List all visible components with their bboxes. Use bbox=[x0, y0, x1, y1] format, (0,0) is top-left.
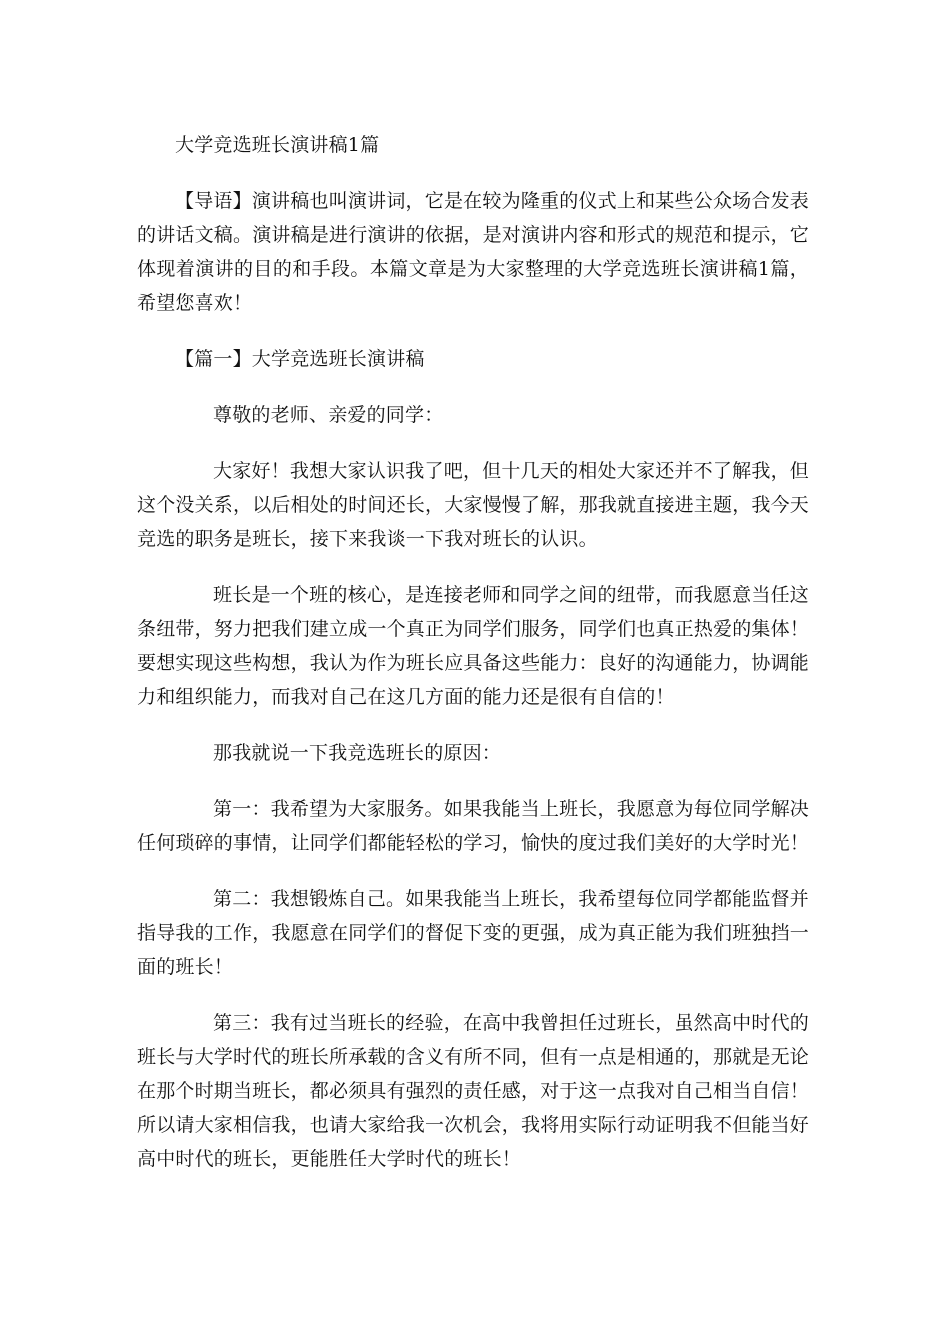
section-heading: 【篇一】大学竞选班长演讲稿 bbox=[175, 348, 425, 370]
spacer bbox=[137, 162, 809, 184]
document-title: 大学竞选班长演讲稿1篇 bbox=[175, 134, 380, 156]
paragraph-line: 要想实现这些构想，我认为作为班长应具备这些能力：良好的沟通能力，协调能 bbox=[137, 652, 810, 674]
body-paragraph-6 bbox=[137, 1006, 809, 1176]
intro-line: 希望您喜欢！ bbox=[137, 292, 253, 314]
body-paragraph-3 bbox=[137, 736, 809, 770]
paragraph-line: 班长是一个班的核心，是连接老师和同学之间的纽带，而我愿意当任这 bbox=[213, 584, 809, 606]
body-paragraph-4 bbox=[137, 792, 809, 860]
intro-line: 【导语】演讲稿也叫演讲词，它是在较为隆重的仪式上和某些公众场合发表 bbox=[175, 190, 809, 212]
paragraph-line: 这个没关系，以后相处的时间还长，大家慢慢了解，那我就直接进主题，我今天 bbox=[137, 494, 810, 516]
paragraph-line: 在那个时期当班长，都必须具有强烈的责任感，对于这一点我对自己相当自信！ bbox=[137, 1080, 810, 1102]
paragraph-line: 那我就说一下我竞选班长的原因： bbox=[213, 742, 502, 764]
paragraph-line: 指导我的工作，我愿意在同学们的督促下变的更强，成为真正能为我们班独挡一 bbox=[137, 922, 810, 944]
intro-paragraph bbox=[137, 184, 809, 320]
paragraph-line: 力和组织能力，而我对自己在这几方面的能力还是很有自信的！ bbox=[137, 686, 675, 708]
spacer bbox=[137, 770, 809, 792]
paragraph-line: 第一：我希望为大家服务。如果我能当上班长，我愿意为每位同学解决 bbox=[213, 798, 809, 820]
paragraph-line: 班长与大学时代的班长所承载的含义有所不同，但有一点是相通的，那就是无论 bbox=[137, 1046, 810, 1068]
paragraph-line: 任何琐碎的事情，让同学们都能轻松的学习，愉快的度过我们美好的大学时光！ bbox=[137, 832, 810, 854]
spacer bbox=[137, 320, 809, 342]
salutation: 尊敬的老师、亲爱的同学： bbox=[213, 404, 444, 426]
spacer bbox=[137, 714, 809, 736]
paragraph-line: 面的班长！ bbox=[137, 956, 234, 978]
paragraph-line: 高中时代的班长，更能胜任大学时代的班长！ bbox=[137, 1148, 522, 1170]
intro-line: 体现着演讲的目的和手段。本篇文章是为大家整理的大学竞选班长演讲稿1篇， bbox=[137, 258, 809, 280]
paragraph-line: 第三：我有过当班长的经验，在高中我曾担任过班长，虽然高中时代的 bbox=[213, 1012, 809, 1034]
document-page bbox=[137, 128, 809, 1176]
paragraph-line: 所以请大家相信我，也请大家给我一次机会，我将用实际行动证明我不但能当好 bbox=[137, 1114, 810, 1136]
intro-line: 的讲话文稿。演讲稿是进行演讲的依据，是对演讲内容和形式的规范和提示，它 bbox=[137, 224, 810, 246]
spacer bbox=[137, 984, 809, 1006]
paragraph-line: 条纽带，努力把我们建立成一个真正为同学们服务，同学们也真正热爱的集体！ bbox=[137, 618, 810, 640]
paragraph-line: 第二：我想锻炼自己。如果我能当上班长，我希望每位同学都能监督并 bbox=[213, 888, 809, 910]
spacer bbox=[137, 860, 809, 882]
spacer bbox=[137, 376, 809, 398]
spacer bbox=[137, 432, 809, 454]
spacer bbox=[137, 556, 809, 578]
body-paragraph-1 bbox=[137, 454, 809, 556]
paragraph-line: 大家好！我想大家认识我了吧，但十几天的相处大家还并不了解我，但 bbox=[213, 460, 809, 482]
body-paragraph-2 bbox=[137, 578, 809, 714]
paragraph-line: 竞选的职务是班长，接下来我谈一下我对班长的认识。 bbox=[137, 528, 598, 550]
body-paragraph-5 bbox=[137, 882, 809, 984]
